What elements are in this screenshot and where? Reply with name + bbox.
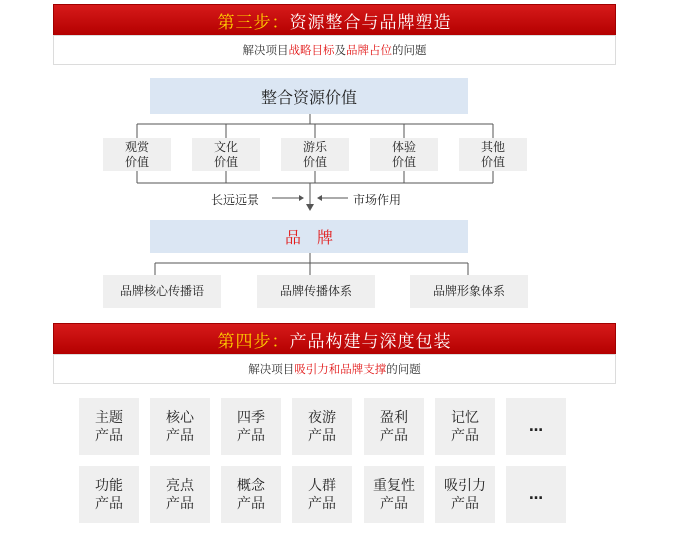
integrate-resources-box [150, 78, 468, 114]
value-box [281, 138, 349, 171]
product-box-line: 产品 [451, 427, 479, 444]
step3-title-prefix: 第三步： [217, 12, 290, 33]
brand-item-box [410, 275, 528, 308]
product-box-line: 概念 [237, 477, 265, 494]
step3-subtitle-pre: 解决项目 [242, 43, 289, 57]
step4-subtitle-red: 吸引力和品牌支撑 [294, 362, 387, 376]
brand-item-box [103, 275, 221, 308]
product-box [150, 466, 210, 523]
product-box-line: 人群 [308, 477, 336, 494]
product-box-line: … [529, 418, 543, 435]
step4-title: 产品构建与深度包装 [289, 331, 452, 352]
product-box [364, 398, 424, 455]
value-box [459, 138, 527, 171]
step4-title-prefix: 第四步： [217, 331, 290, 352]
value-box-line: 价值 [124, 154, 149, 169]
product-box [79, 398, 139, 455]
value-box-line: 观赏 [124, 139, 149, 154]
product-box-line: 产品 [166, 427, 194, 444]
value-box-line: 价值 [391, 154, 416, 169]
product-box [364, 466, 424, 523]
step3-title: 资源整合与品牌塑造 [289, 12, 452, 33]
brand-item-label: 品牌传播体系 [279, 284, 352, 298]
value-box-line: 文化 [213, 139, 238, 154]
product-box-line: 产品 [308, 495, 336, 512]
product-box-line: 夜游 [308, 409, 336, 426]
value-box [192, 138, 260, 171]
step4-subtitle-pre: 解决项目 [248, 362, 295, 376]
product-box-line: 功能 [95, 477, 123, 494]
product-box-line: 记忆 [451, 409, 479, 426]
value-box-line: 体验 [391, 139, 416, 154]
product-box [435, 398, 495, 455]
product-box-line: 产品 [237, 427, 265, 444]
value-box [103, 138, 171, 171]
product-box [150, 398, 210, 455]
step4-subtitle [53, 354, 616, 384]
product-box-line: 盈利 [380, 409, 408, 426]
step3-subtitle-mid: 及 [334, 43, 346, 57]
product-box [221, 398, 281, 455]
product-box [506, 466, 566, 523]
product-box-line: 产品 [166, 495, 194, 512]
product-box [79, 466, 139, 523]
product-box-line: 重复性 [373, 477, 415, 494]
step3-subtitle-post: 的问题 [392, 43, 427, 57]
product-box-line: 吸引力 [444, 477, 486, 494]
market-role-label: 市场作用 [353, 193, 402, 207]
value-box-line: 游乐 [302, 139, 327, 154]
value-box-line: 价值 [480, 154, 505, 169]
product-box-line: 产品 [95, 495, 123, 512]
product-box-line: 产品 [380, 427, 408, 444]
value-box-line: 价值 [302, 154, 327, 169]
product-box [221, 466, 281, 523]
product-box-line: 产品 [95, 427, 123, 444]
product-box-line: 核心 [166, 409, 194, 426]
step4-subtitle-post: 的问题 [386, 362, 421, 376]
value-box-line: 价值 [213, 154, 238, 169]
brand-label: 品 牌 [284, 228, 333, 247]
brand-item-box [257, 275, 375, 308]
product-box [506, 398, 566, 455]
product-box-line: 亮点 [166, 477, 194, 494]
step3-subtitle-red1: 战略目标 [288, 43, 335, 57]
product-box-line: 产品 [237, 495, 265, 512]
brand-box [150, 220, 468, 253]
product-box-line: … [529, 486, 543, 503]
value-box-line: 其他 [480, 139, 505, 154]
brand-item-label: 品牌核心传播语 [119, 284, 204, 298]
product-box-line: 产品 [380, 495, 408, 512]
product-box-line: 产品 [451, 495, 479, 512]
product-box [435, 466, 495, 523]
product-box [292, 466, 352, 523]
product-box-line: 主题 [95, 409, 123, 426]
step4-banner [53, 323, 616, 355]
value-box [370, 138, 438, 171]
product-box-line: 四季 [237, 409, 265, 426]
integrate-resources-label: 整合资源价值 [260, 87, 357, 107]
brand-item-label: 品牌形象体系 [432, 284, 505, 298]
product-box-line: 产品 [308, 427, 336, 444]
step3-subtitle-red2: 品牌占位 [346, 43, 392, 57]
product-box [292, 398, 352, 455]
long-term-vision-label: 长远远景 [211, 193, 260, 207]
